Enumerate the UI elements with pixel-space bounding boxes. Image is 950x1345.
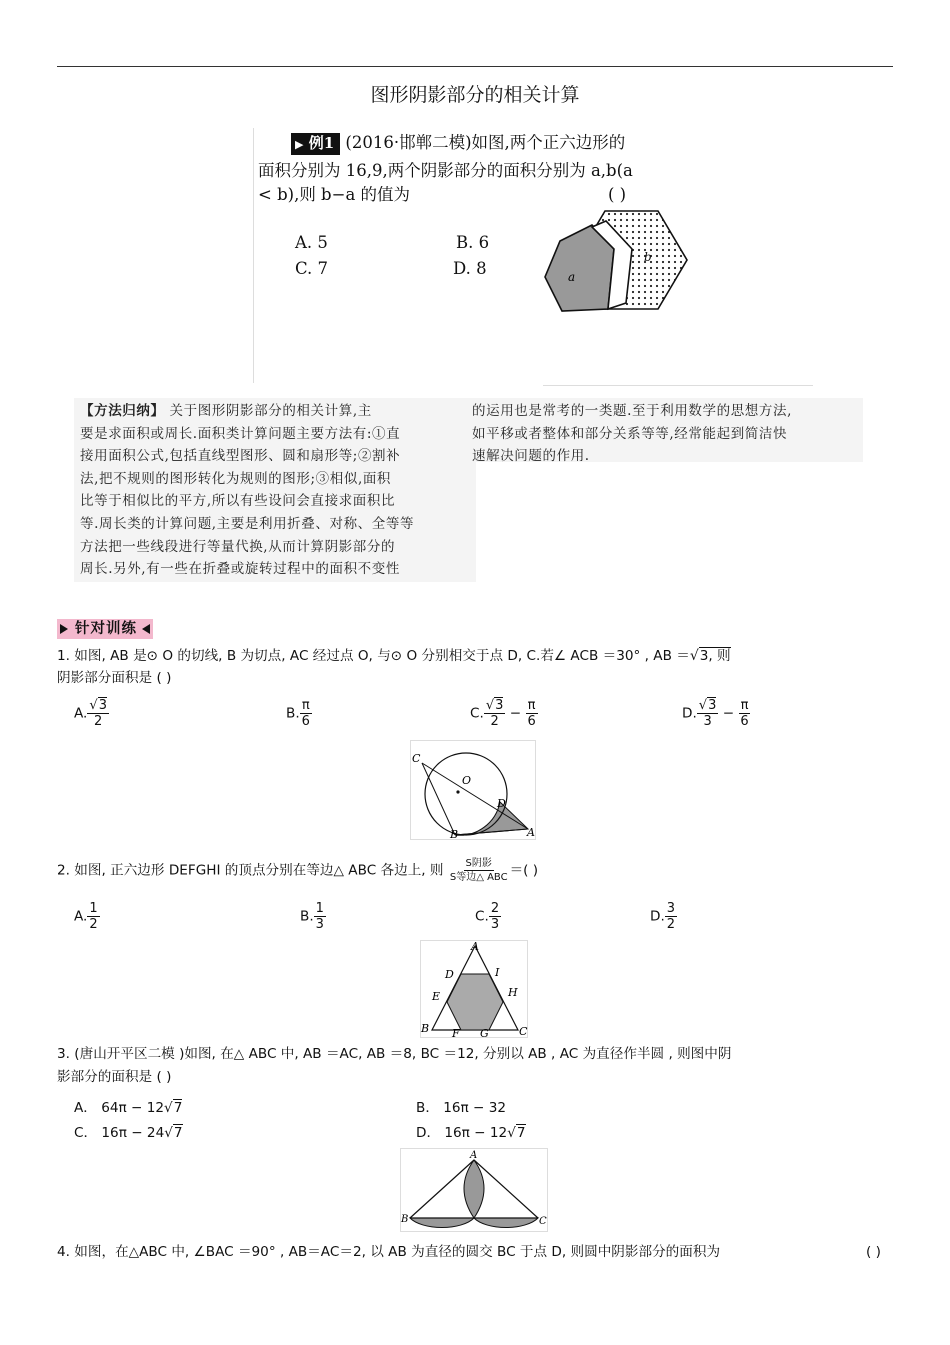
example-bottom-edge	[543, 385, 813, 386]
q2-label-h: H	[508, 986, 518, 999]
q2-label-i: I	[495, 966, 500, 979]
example-option-d: D. 8	[453, 259, 487, 278]
q1-label-a: A	[527, 826, 535, 839]
method-line-0: 【方法归纳】 关于图形阴影部分的相关计算,主	[80, 403, 372, 419]
q2-triangle-figure	[420, 940, 528, 1038]
q3-option-d: D． 16π − 12√7	[416, 1125, 526, 1141]
q3-label-c: C	[539, 1216, 547, 1227]
top-rule	[57, 66, 893, 67]
method-right-line-1: 如平移或者整体和部分关系等等,经常能起到简洁快	[472, 425, 788, 442]
q3-option-c: C． 16π − 24√7	[74, 1125, 183, 1141]
q2-hexagon-shaded	[447, 974, 503, 1030]
q3-shaded-right	[474, 1218, 538, 1228]
q2-label-f: F	[452, 1027, 460, 1038]
method-line-2: 接用面积公式,包括直线型图形、圆和扇形等;②割补	[80, 448, 401, 465]
label-b: b	[644, 250, 652, 264]
q3-option-a: A． 64π − 12√7	[74, 1100, 183, 1116]
q4-paren: ( )	[866, 1244, 881, 1260]
q3-shaded-left	[410, 1218, 474, 1228]
q1-option-d: D. $\frac{√3}{3}$ − $\frac{\pi}{6}$	[682, 698, 749, 729]
example-line-1	[291, 130, 731, 156]
q2-option-d: D. $\frac{3}{2}$	[650, 901, 676, 932]
q3-option-b: B． 16π − 32	[416, 1100, 507, 1116]
method-right-line-2: 速解决问题的作用.	[472, 448, 590, 465]
q2-label-c: C	[519, 1025, 528, 1038]
method-line-5: 等.周长类的计算问题,主要是利用折叠、对称、全等等	[80, 515, 415, 532]
q1-label-c: C	[412, 752, 421, 765]
q2-label-a: A	[471, 940, 479, 953]
example-option-b: B. 6	[456, 233, 490, 252]
q3-line-2: 影部分的面积是 ( )	[57, 1069, 172, 1085]
q3-line-1: 3. (唐山开平区二模 )如图, 在△ ABC 中, AB ＝AC, AB ＝8, BC ＝12, 分别以 AB , AC 为直径作半圆 , 则图中阴	[57, 1046, 732, 1062]
q2-line: 2. 如图, 正六边形 DEFGHI 的顶点分别在等边△ ABC 各边上, 则 $\frac{\text{S阴影}}{\text{S等边△ ABC}}$ ＝( )	[57, 858, 539, 883]
method-box-left	[74, 398, 476, 582]
example-left-edge	[253, 128, 254, 383]
example-tag: ▶ 例1	[291, 133, 340, 155]
example-line-3: < b),则 b−a 的值为	[258, 185, 411, 204]
q3-lens-shaded	[464, 1160, 484, 1218]
q1-label-o: O	[462, 774, 472, 787]
q3-label-a: A	[470, 1150, 478, 1161]
example-answer-paren: ( )	[608, 185, 627, 204]
q2-label-e: E	[432, 990, 441, 1003]
q1-option-c: C. $\frac{√3}{2}$ − $\frac{\pi}{6}$	[470, 698, 536, 729]
q1-circle	[425, 753, 507, 835]
method-line-7: 周长.另外,有一些在折叠或旋转过程中的面积不变性	[80, 561, 400, 578]
method-box-right	[466, 398, 863, 465]
method-right-line-0: 的运用也是常考的一类题.至于利用数学的思想方法,	[472, 403, 792, 419]
q1-label-b: B	[450, 828, 459, 840]
method-line-1: 要是求面积或周长.面积类计算问题主要方法有:①直	[80, 425, 401, 442]
q3-semicircles-figure	[400, 1148, 548, 1232]
example-line-2: 面积分别为 16,9,两个阴影部分的面积分别为 a,b(a	[258, 161, 633, 180]
hexagons-figure	[540, 205, 700, 320]
example-text-1: (2016·邯郸二模)如图,两个正六边形的	[345, 133, 626, 152]
q2-option-c: C. $\frac{2}{3}$	[475, 901, 500, 932]
q2-label-d: D	[445, 968, 454, 981]
page-title: 图形阴影部分的相关计算	[370, 84, 580, 106]
section-tag-practice: 针对训练	[57, 619, 153, 639]
method-line-3: 法,把不规则的图形转化为规则的图形;③相似,面积	[80, 470, 392, 487]
q1-line-1: 1. 如图, AB 是⊙ O 的切线, B 为切点, AC 经过点 O, 与⊙ O 分别相交于点 D, C.若∠ ACB ＝30° , AB ＝√3, 则	[57, 648, 731, 664]
q2-option-a: A. $\frac{1}{2}$	[74, 901, 98, 932]
q2-label-g: G	[480, 1027, 489, 1038]
q2-option-b: B. $\frac{1}{3}$	[300, 901, 324, 932]
q1-line-2: 阴影部分面积是 ( )	[57, 670, 172, 686]
q1-label-d: D	[497, 797, 506, 810]
q3-label-b: B	[401, 1214, 409, 1225]
method-line-4: 比等于相似比的平方,所以有些设问会直接求面积比	[80, 493, 396, 510]
q1-option-b: B. $\frac{\pi}{6}$	[286, 698, 310, 729]
q2-label-b: B	[421, 1022, 430, 1035]
example-option-a: A. 5	[295, 233, 328, 252]
method-line-6: 方法把一些线段进行等量代换,从而计算阴影部分的	[80, 538, 396, 555]
example-option-c: C. 7	[295, 259, 329, 278]
label-a: a	[568, 270, 576, 284]
q1-circle-figure	[410, 740, 536, 840]
q2-ratio: $\frac{\text{S阴影}}{\text{S等边△ ABC}}$	[449, 858, 508, 883]
q1-option-a: A. $\frac{√3}{2}$	[74, 698, 107, 729]
q4-line: 4. 如图，在△ABC 中, ∠BAC ＝90° , AB＝AC＝2, 以 AB 为直径的圆交 BC 于点 D, 则圆中阴影部分的面积为	[57, 1244, 721, 1260]
